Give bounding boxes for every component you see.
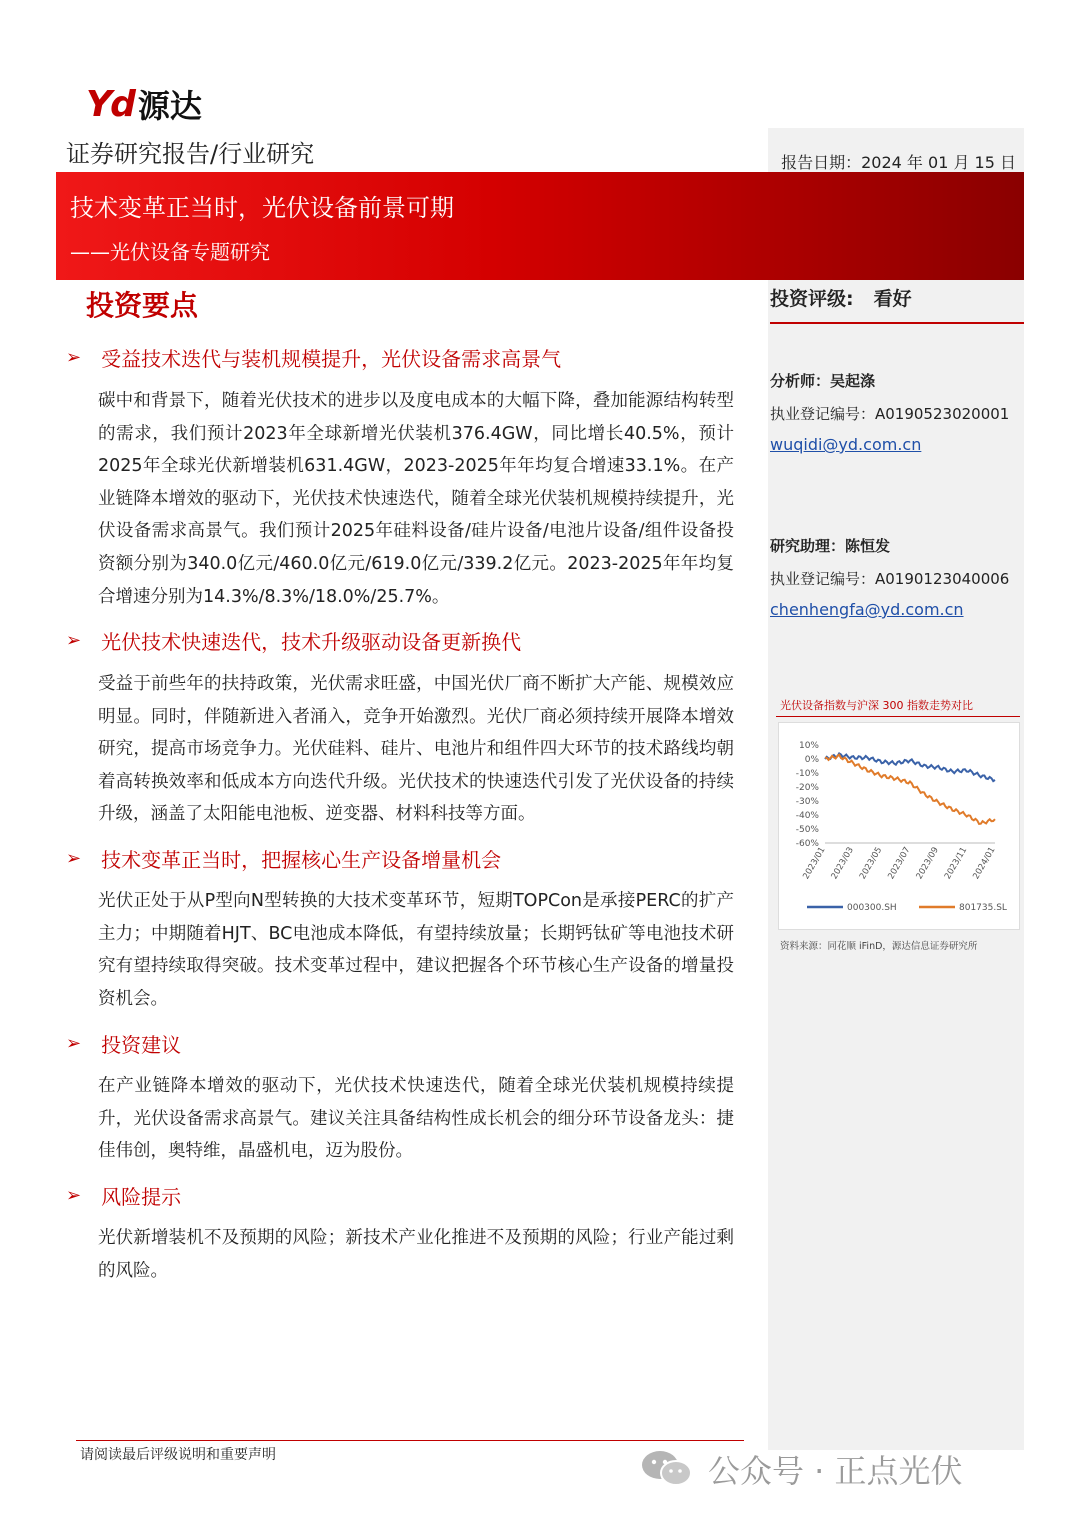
investment-rating [770, 284, 912, 311]
section-title-text: 技术变革正当时，把握核心生产设备增量机会 [101, 848, 502, 872]
x-tick-label: 2023/01 [801, 845, 828, 882]
report-title: 技术变革正当时，光伏设备前景可期 [70, 194, 454, 222]
y-tick-label: -50% [795, 825, 819, 835]
section-5-body: 光伏新增装机不及预期的风险；新技术产业化推进不及预期的风险；行业产能过剩的风险。 [98, 1228, 734, 1281]
x-tick-label: 2023/03 [829, 845, 856, 882]
rating-divider [770, 322, 1024, 324]
logo-mark: Yd [86, 83, 134, 125]
x-tick-label: 2024/01 [971, 845, 998, 882]
section-3-body: 光伏正处于从P型向N型转换的大技术变革环节，短期TOPCon是承接PERC的扩产主力；中期随着HJT、BC电池成本降低，有望持续放量；长期钙钛矿等电池技术研究有望持续取得突破。技术变革过程中，建议把握各个环节核心生产设备的增量投资机会。 [98, 891, 734, 1009]
wechat-icon [640, 1449, 694, 1489]
analyst-reg: 执业登记编号：A0190523020001 [770, 405, 1010, 423]
chart-title-divider [776, 716, 1020, 717]
rating-label: 投资评级: [770, 288, 854, 310]
legend-label: 801735.SL [959, 903, 1007, 913]
section-1-body: 碳中和背景下，随着光伏技术的进步以及度电成本的大幅下降，叠加能源结构转型的需求，我们预计2023年全球新增光伏装机376.4GW，同比增长40.5%，预计2025年全球光伏新增装机631.4GW，2023-2025年年均复合增速33.1%。在产业链降本增效的驱动下，光伏技术快速迭代，随着全球光伏装机规模持续提升，光伏设备需求高景气。我们预计2025年硅料设备/硅片设备/电池片设备/组件设备投资额分别为340.0亿元/460.0亿元/619.0亿元/339.2亿元。2023-2025年年均复合增速分别为14.3%/8.3%/18.0%/25.7%。 [98, 391, 734, 607]
watermark-text: 公众号 · 正点光伏 [708, 1452, 963, 1490]
section-3-title [66, 844, 501, 873]
series-line-801735.SL [825, 755, 995, 824]
analyst-label: 分析师： [770, 372, 831, 390]
section-title-text: 风险提示 [101, 1185, 182, 1209]
section-2-body: 受益于前些年的扶持政策，光伏需求旺盛，中国光伏厂商不断扩大产能、规模效应明显。同时，伴随新进入者涌入，竞争开始激烈。光伏厂商必须持续开展降本增效研究，提高市场竞争力。光伏硅料、硅片、电池片和组件四大环节的技术路线均朝着高转换效率和低成本方向迭代升级。光伏技术的快速迭代引发了光伏设备的持续升级，涵盖了太阳能电池板、逆变器、材料科技等方面。 [98, 674, 734, 825]
section-2-title [66, 626, 521, 655]
watermark [640, 1446, 963, 1492]
arrow-right-icon: ➢ [66, 630, 82, 651]
assistant-reg: 执业登记编号：A0190123040006 [770, 570, 1010, 588]
y-tick-label: -40% [795, 811, 819, 821]
report-subtitle: ——光伏设备专题研究 [70, 240, 270, 264]
assistant-name-text: 陈恒发 [845, 537, 891, 555]
section-title-text: 光伏技术快速迭代，技术升级驱动设备更新换代 [101, 630, 522, 654]
y-tick-label: -10% [795, 769, 819, 779]
arrow-right-icon: ➢ [66, 1033, 82, 1054]
analyst-email-link[interactable]: wuqidi@yd.com.cn [770, 435, 922, 454]
chart-title: 光伏设备指数与沪深 300 指数走势对比 [780, 699, 973, 712]
report-type: 证券研究报告/行业研究 [66, 140, 315, 168]
y-tick-label: -20% [795, 783, 819, 793]
index-comparison-chart [778, 722, 1020, 930]
x-tick-label: 2023/09 [914, 845, 941, 882]
arrow-right-icon: ➢ [66, 1185, 82, 1206]
key-points-heading: 投资要点 [86, 289, 199, 322]
y-tick-label: 0% [804, 755, 819, 765]
chart-source: 资料来源：同花顺 iFinD，源达信息证券研究所 [780, 941, 978, 952]
section-4-body: 在产业链降本增效的驱动下，光伏技术快速迭代，随着全球光伏装机规模持续提升，光伏设备需求高景气。建议关注具备结构性成长机会的细分环节设备龙头：捷佳伟创，奥特维，晶盛机电，迈为股份。 [98, 1076, 734, 1162]
assistant-name [770, 535, 890, 556]
assistant-label: 研究助理： [770, 537, 846, 555]
legend-label: 000300.SH [847, 903, 897, 913]
analyst-name-text: 吴起涤 [830, 372, 876, 390]
analyst-name [770, 370, 875, 391]
section-1-title [66, 343, 561, 372]
section-4-title [66, 1029, 181, 1058]
section-title-text: 受益技术迭代与装机规模提升，光伏设备需求高景气 [101, 347, 562, 371]
section-5-title [66, 1181, 181, 1210]
chart-svg [779, 723, 1019, 929]
arrow-right-icon: ➢ [66, 347, 82, 368]
rating-value: 看好 [873, 288, 912, 310]
arrow-right-icon: ➢ [66, 848, 82, 869]
report-date: 报告日期：2024 年 01 月 15 日 [781, 153, 1016, 172]
y-tick-label: -60% [795, 839, 819, 849]
logo-text: 源达 [137, 87, 202, 125]
company-logo [86, 84, 202, 124]
y-tick-label: 10% [798, 741, 819, 751]
x-tick-label: 2023/07 [886, 845, 913, 882]
footer-divider [76, 1440, 744, 1441]
x-tick-label: 2023/11 [942, 845, 970, 882]
y-tick-label: -30% [795, 797, 819, 807]
x-tick-label: 2023/05 [857, 845, 885, 882]
section-title-text: 投资建议 [101, 1033, 182, 1057]
footer-notice: 请阅读最后评级说明和重要声明 [80, 1447, 276, 1463]
series-line-000300.SH [825, 753, 995, 781]
assistant-email-link[interactable]: chenhengfa@yd.com.cn [770, 600, 964, 619]
